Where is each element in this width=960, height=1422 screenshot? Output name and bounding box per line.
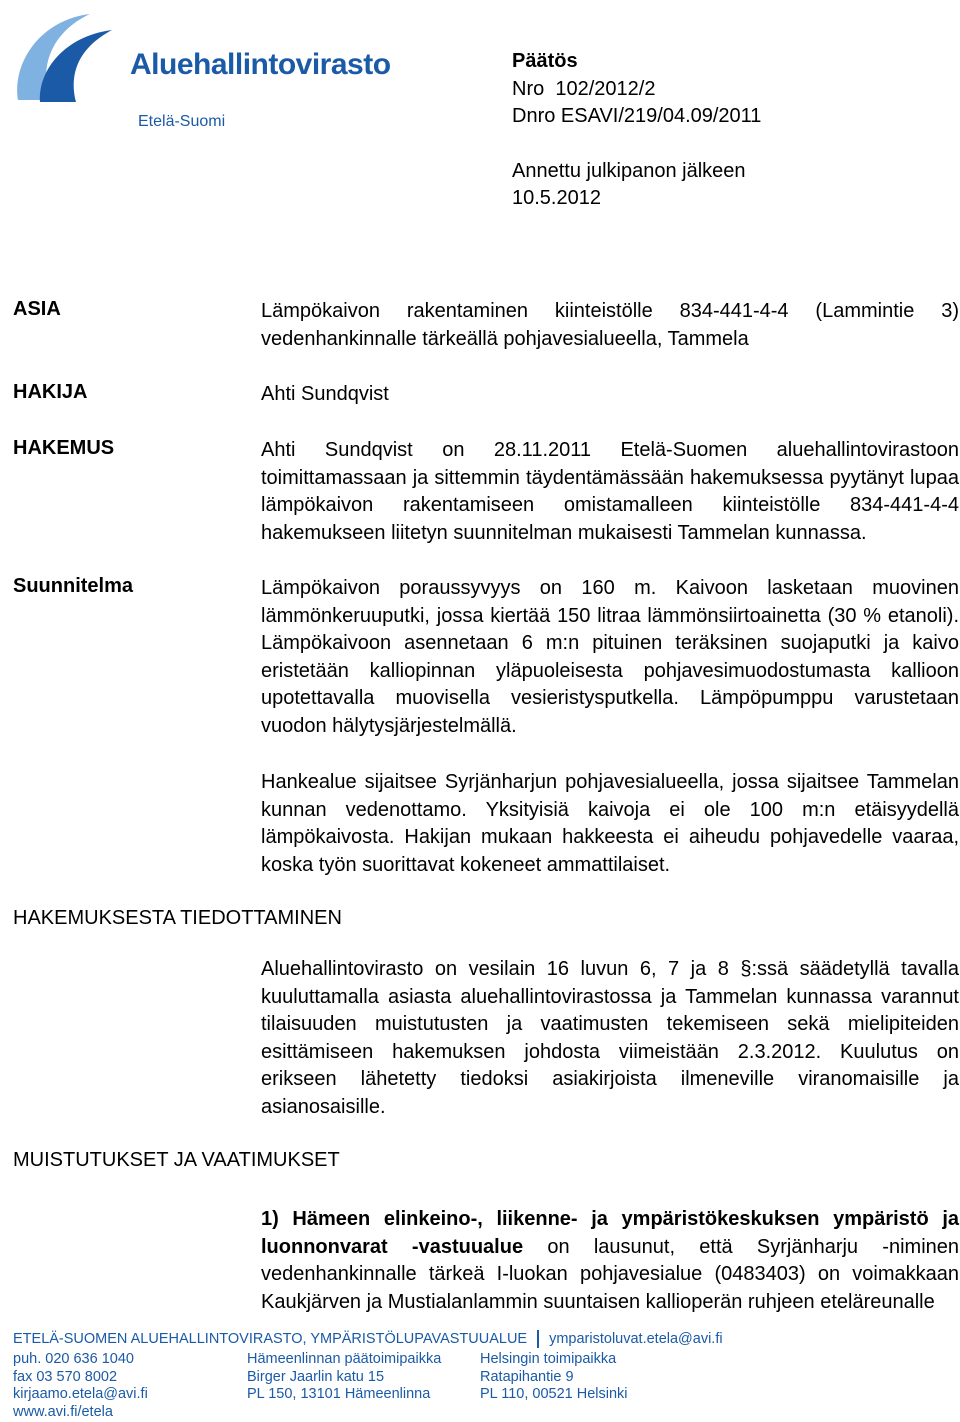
suunnitelma-text-1: Lämpökaivon poraussyvyys on 160 m. Kaivoon lasketaan muovinen lämmönkeruuputki, jossa kiertää 150 litraa lämmönsiirtoainetta (30 % etanoli). Lämpökaivoon asennetaan 6 m:n pituinen teräksinen suojaputki ja kaivo eristetään kalliopinnan yläpuoleisesta pohjavesimuodostumasta kallioon upotettavalla muovisella vesieristysputkella. Lämpöpumppu varustetaan vuodon hälytysjärjestelmällä. xyxy=(261,577,959,737)
tiedottaminen-text: Aluehallintovirasto on vesilain 16 luvun 6, 7 ja 8 §:ssä säädetyllä tavalla kuuluttamalla asiasta aluehallintovirastossa ja Tammelan kunnassa varannut tilaisuuden muistutusten ja vaatimusten tekemiseen sekä mielipiteiden esittämiseen hakemuksen johdosta viimeistään 2.3.2012. Kuulutus on erikseen lähetetty tiedoksi asiakirjoista ilmeneville viranomaisille ja asianosaisille. xyxy=(261,958,959,1118)
hakemus-text: Ahti Sundqvist on 28.11.2011 Etelä-Suomen aluehallintovirastoon toimittamassaan ja sittemmin täydentämässään hakemuksessa pyytänyt lupaa lämpökaivon rakentamiseen omistamalleen kiinteistölle 834-441-4-4 hakemukseen liitetyn suunnitelman mukaisesti Tammelan kunnassa. xyxy=(261,439,959,544)
publication-line-1: Annettu julkipanon jälkeen xyxy=(512,159,746,182)
footer-helsinki-po: PL 110, 00521 Helsinki xyxy=(480,1386,628,1402)
muistutukset-statement: on lausunut, että Syrjänharju -niminen vedenhankinnalle tärkeä I-luokan pohjavesialue (0483403) on voimakkaan Kaukjärven ja Mustialanlammin suuntaisen kallioperän ruhjeen eteläreunalle xyxy=(261,1235,960,1313)
footer-phone: puh. 020 636 1040 xyxy=(13,1351,134,1367)
asia-text: Lämpökaivon rakentaminen kiinteistölle 834-441-4-4 (Lammintie 3) vedenhankinnalle tärkeällä pohjavesialueella, Tammela xyxy=(261,300,959,350)
suunnitelma-text-2: Hankealue sijaitsee Syrjänharjun pohjavesialueella, jossa sijaitsee Tammelan kunnan vedenottamo. Yksityisiä kaivoja ei ole 100 m:n etäisyydellä lämpökaivosta. Hakijan mukaan hakkeesta ei aiheudu pohjavedelle vaaraa, koska työn suorittavat kokeneet ammattilaiset. xyxy=(261,771,959,876)
footer-helsinki-office: Helsingin toimipaikka xyxy=(480,1351,617,1367)
agency-name: Aluehallintovirasto xyxy=(130,48,391,81)
footer-hameenlinna-po: PL 150, 13101 Hämeenlinna xyxy=(247,1386,431,1402)
decision-dnro: Dnro ESAVI/219/04.09/2011 xyxy=(512,105,762,127)
muistutukset-text xyxy=(261,1206,959,1316)
footer-hameenlinna-street: Birger Jaarlin katu 15 xyxy=(247,1368,385,1385)
asia-label: ASIA xyxy=(13,298,61,320)
hakija-text: Ahti Sundqvist xyxy=(261,383,389,405)
hakemus-label: HAKEMUS xyxy=(13,437,115,459)
suunnitelma-label: Suunnitelma xyxy=(13,575,134,597)
tiedottaminen-label: HAKEMUKSESTA TIEDOTTAMINEN xyxy=(13,907,342,929)
footer-hameenlinna-office: Hämeenlinnan päätoimipaikka xyxy=(247,1351,442,1367)
decision-number: Nro 102/2012/2 xyxy=(512,77,656,100)
muistutukset-label: MUISTUTUKSET JA VAATIMUKSET xyxy=(13,1149,340,1171)
hakija-label: HAKIJA xyxy=(13,381,88,403)
footer-fax: fax 03 570 8002 xyxy=(13,1368,118,1385)
footer-helsinki-street: Ratapihantie 9 xyxy=(480,1368,574,1385)
publication-line-2: 10.5.2012 xyxy=(512,187,601,209)
logo-swoosh-icon xyxy=(10,8,125,108)
decision-header xyxy=(512,48,761,213)
region-label: Etelä-Suomi xyxy=(138,113,226,130)
footer-registry-email[interactable]: kirjaamo.etela@avi.fi xyxy=(13,1386,148,1402)
agency-logo xyxy=(10,8,390,108)
footer-org: ETELÄ-SUOMEN ALUEHALLINTOVIRASTO, YMPÄRISTÖLUPAVASTUUALUE xyxy=(13,1331,528,1347)
muistutukset-authority: 1) Hämeen elinkeino-, liikenne- ja ympäristökeskuksen ympäristö ja luonnonvarat -vastuualue xyxy=(261,1208,959,1258)
footer-divider xyxy=(537,1330,539,1348)
footer-website[interactable]: www.avi.fi/etela xyxy=(13,1403,113,1420)
decision-label: Päätös xyxy=(512,50,578,72)
page-footer xyxy=(13,1330,953,1421)
footer-email[interactable]: ymparistoluvat.etela@avi.fi xyxy=(549,1331,723,1347)
